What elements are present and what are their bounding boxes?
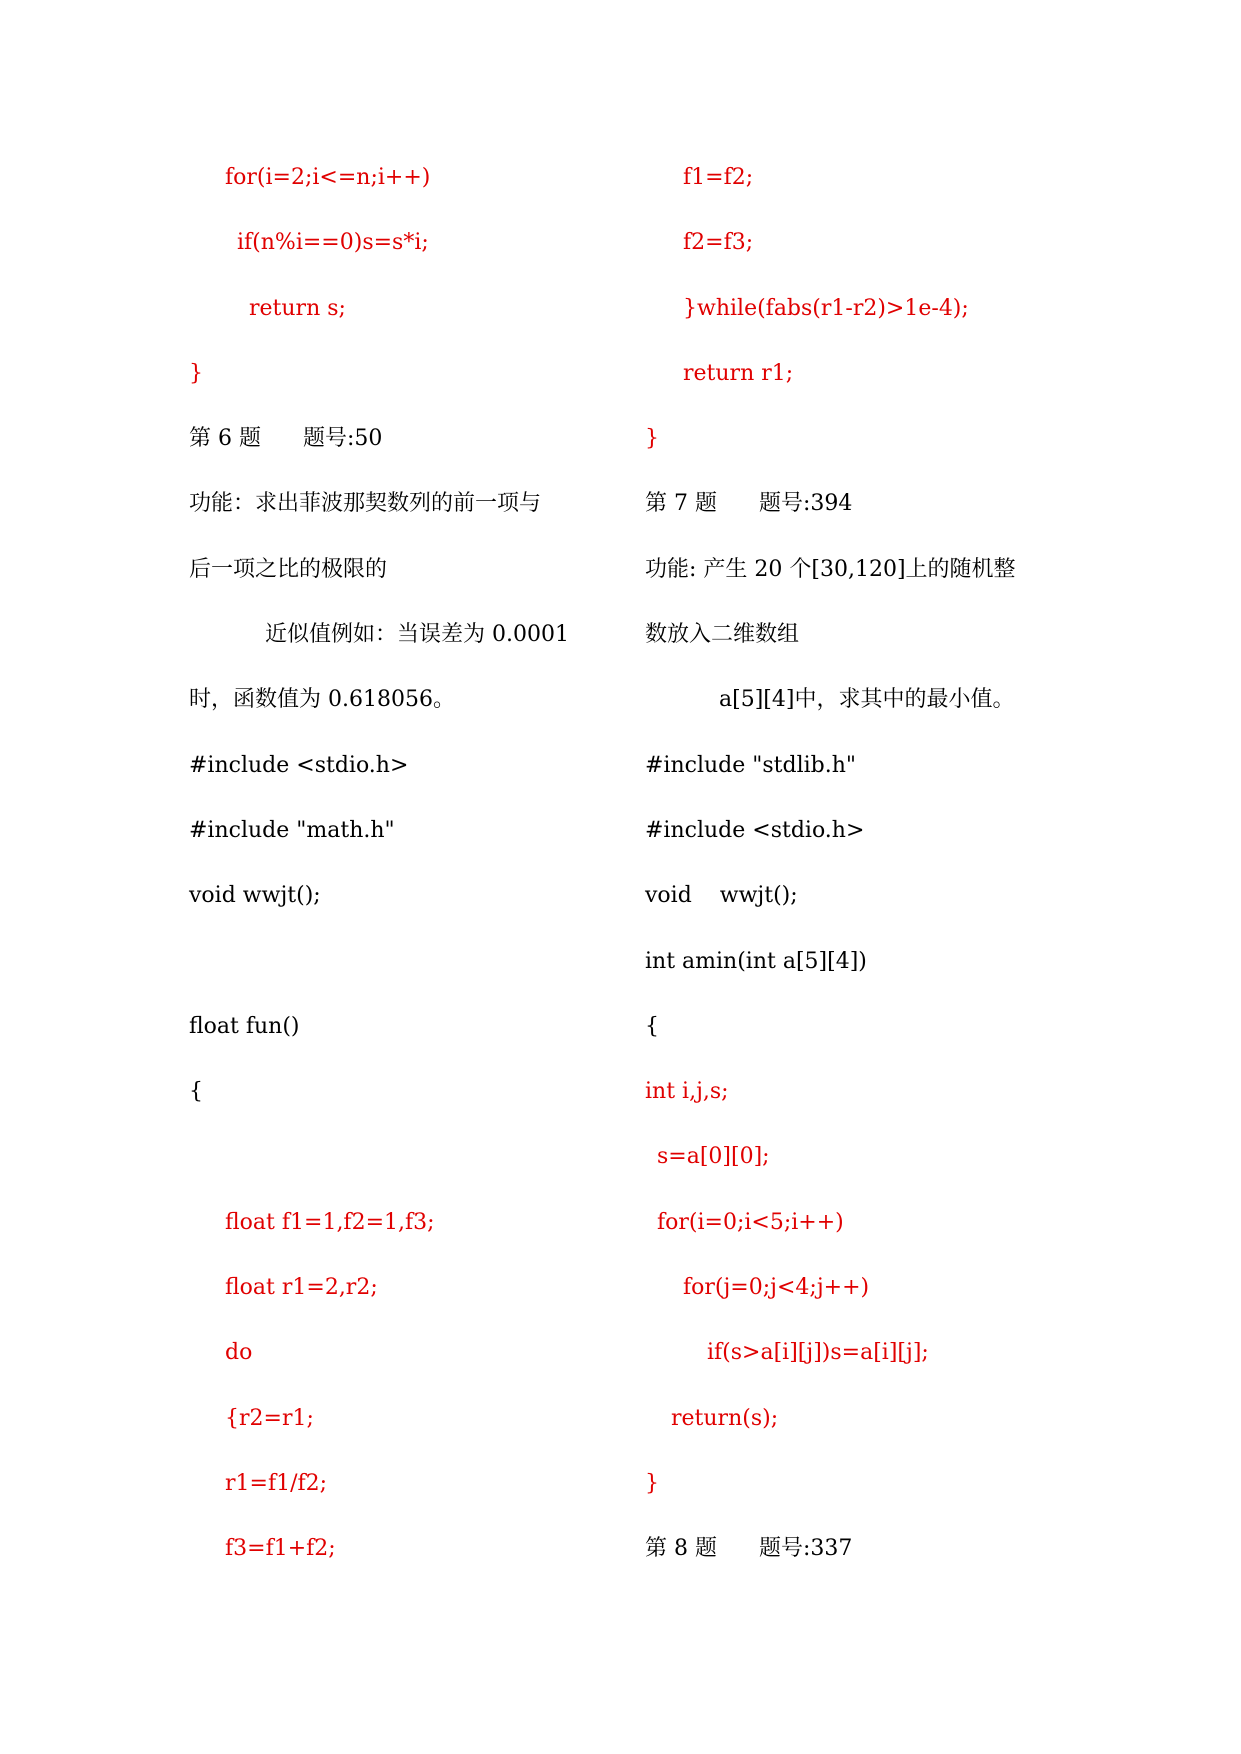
code-line: } bbox=[189, 360, 203, 386]
code-line: } bbox=[645, 426, 659, 452]
text-line: void wwjt(); bbox=[189, 883, 321, 909]
code-line: do bbox=[225, 1340, 253, 1366]
code-line: r1=f1/f2; bbox=[225, 1470, 328, 1496]
code-line: float r1=2,r2; bbox=[225, 1275, 378, 1301]
text-line: 第 8 题 题号:337 bbox=[645, 1536, 853, 1562]
text-line: #include <stdio.h> bbox=[189, 752, 409, 778]
text-line: { bbox=[645, 1013, 659, 1039]
blank-line bbox=[189, 1146, 609, 1211]
text-line: a[5][4]中，求其中的最小值。 bbox=[719, 687, 1015, 713]
code-line: return s; bbox=[249, 295, 346, 321]
code-line: float f1=1,f2=1,f3; bbox=[225, 1209, 435, 1235]
code-line: if(n%i==0)s=s*i; bbox=[237, 230, 429, 256]
text-line: int amin(int a[5][4]) bbox=[645, 948, 867, 974]
text-line: 数放入二维数组 bbox=[645, 622, 800, 648]
code-line: if(s>a[i][j])s=a[i][j]; bbox=[707, 1340, 929, 1366]
text-line: 功能: 产生 20 个[30,120]上的随机整 bbox=[645, 556, 1016, 582]
code-line: return r1; bbox=[683, 360, 794, 386]
text-line: #include "math.h" bbox=[189, 817, 395, 843]
text-line: float fun() bbox=[189, 1013, 300, 1039]
text-line: #include <stdio.h> bbox=[645, 817, 865, 843]
code-line: for(i=0;i<5;i++) bbox=[657, 1209, 844, 1235]
code-line: return(s); bbox=[671, 1405, 779, 1431]
code-line: f3=f1+f2; bbox=[225, 1536, 336, 1562]
text-line: 后一项之比的极限的 bbox=[189, 556, 388, 582]
text-line: 时，函数值为 0.618056。 bbox=[189, 687, 455, 713]
right-column bbox=[645, 167, 1085, 1604]
code-line: s=a[0][0]; bbox=[657, 1144, 770, 1170]
text-line: { bbox=[189, 1079, 203, 1105]
left-column bbox=[189, 167, 609, 1604]
text-line: 第 6 题 题号:50 bbox=[189, 426, 383, 452]
code-line: for(i=2;i<=n;i++) bbox=[225, 165, 431, 190]
code-line: int i,j,s; bbox=[645, 1079, 729, 1105]
text-line: 近似值例如：当误差为 0.0001 bbox=[265, 622, 569, 648]
code-line: } bbox=[645, 1470, 659, 1496]
text-line: void wwjt(); bbox=[645, 883, 798, 909]
blank-line bbox=[189, 951, 609, 1016]
code-line: for(j=0;j<4;j++) bbox=[683, 1275, 870, 1301]
text-line: 功能：求出菲波那契数列的前一项与 bbox=[189, 491, 542, 517]
code-line: {r2=r1; bbox=[225, 1405, 314, 1431]
code-line: f2=f3; bbox=[683, 230, 754, 256]
code-line: }while(fabs(r1-r2)>1e-4); bbox=[683, 295, 969, 321]
text-line: #include "stdlib.h" bbox=[645, 752, 857, 778]
text-line: 第 7 题 题号:394 bbox=[645, 491, 853, 517]
code-line: f1=f2; bbox=[683, 165, 754, 190]
